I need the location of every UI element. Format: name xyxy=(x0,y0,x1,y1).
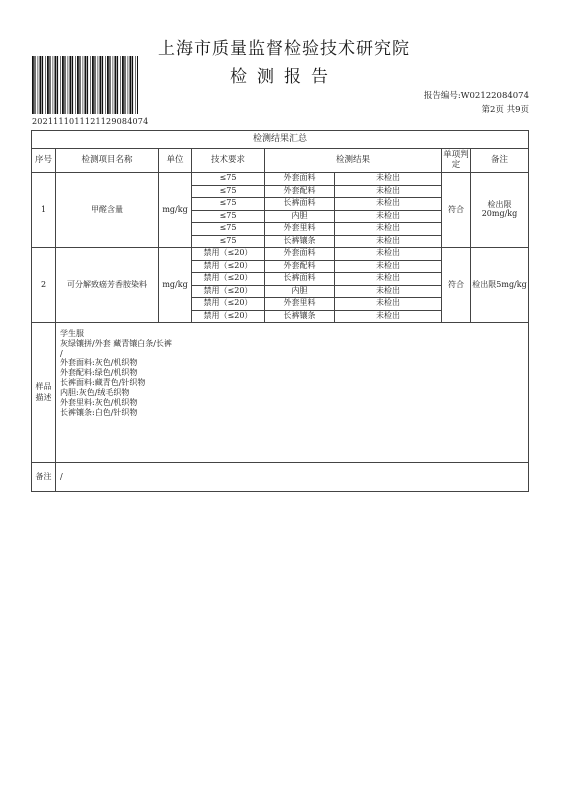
test-result: 未检出 xyxy=(335,173,442,186)
item-name: 甲醛含量 xyxy=(56,173,159,248)
item-remark: 检出限20mg/kg xyxy=(471,173,529,248)
col-header: 单项判定 xyxy=(442,149,471,173)
sample-line: / xyxy=(60,348,63,358)
tech-requirement: ≤75 xyxy=(192,235,265,248)
sample-line: 外套里料:灰色/机织物 xyxy=(60,397,138,407)
col-header: 备注 xyxy=(471,149,529,173)
table-caption: 检测结果汇总 xyxy=(32,131,529,149)
barcode xyxy=(32,56,138,114)
sample-line: 学生服 xyxy=(60,329,84,338)
table-row xyxy=(32,173,529,186)
doc-title: 检测报告 xyxy=(230,67,338,87)
test-part: 外套面料 xyxy=(265,248,335,261)
sample-line: 外套配料:绿色/机织物 xyxy=(60,368,138,378)
sample-line: 灰绿镶拼/外套 藏青镶白条/长裤 xyxy=(60,338,172,348)
test-result: 未检出 xyxy=(335,273,442,286)
tech-requirement: 禁用（≤20） xyxy=(192,285,265,298)
test-result: 未检出 xyxy=(335,210,442,223)
item-name: 可分解致癌芳香胺染料 xyxy=(56,248,159,323)
col-header: 序号 xyxy=(32,149,56,173)
test-part: 外套里料 xyxy=(265,298,335,311)
tech-requirement: ≤75 xyxy=(192,223,265,236)
tech-requirement: 禁用（≤20） xyxy=(192,260,265,273)
page-info: 第2页 共9页 xyxy=(481,105,529,115)
test-result: 未检出 xyxy=(335,285,442,298)
col-header: 检测结果 xyxy=(265,149,442,173)
item-judgement: 符合 xyxy=(442,173,471,248)
item-unit: mg/kg xyxy=(159,173,192,248)
table-row xyxy=(32,248,529,261)
remark-label: 备注 xyxy=(32,463,56,492)
item-no: 2 xyxy=(32,248,56,323)
tech-requirement: ≤75 xyxy=(192,210,265,223)
tech-requirement: 禁用（≤20） xyxy=(192,298,265,311)
tech-requirement: 禁用（≤20） xyxy=(192,310,265,323)
test-result: 未检出 xyxy=(335,185,442,198)
test-part: 内胆 xyxy=(265,285,335,298)
test-part: 长裤镶条 xyxy=(265,310,335,323)
test-result: 未检出 xyxy=(335,248,442,261)
tech-requirement: ≤75 xyxy=(192,173,265,186)
item-remark: 检出限5mg/kg xyxy=(471,248,529,323)
test-result: 未检出 xyxy=(335,298,442,311)
test-part: 长裤面料 xyxy=(265,198,335,211)
test-part: 长裤面料 xyxy=(265,273,335,286)
test-result: 未检出 xyxy=(335,198,442,211)
item-judgement: 符合 xyxy=(442,248,471,323)
tech-requirement: ≤75 xyxy=(192,198,265,211)
test-part: 外套面料 xyxy=(265,173,335,186)
sample-description xyxy=(56,323,529,463)
test-part: 外套配料 xyxy=(265,185,335,198)
test-result: 未检出 xyxy=(335,223,442,236)
report-number: 报告编号:W02122084074 xyxy=(423,91,529,101)
col-header: 技术要求 xyxy=(192,149,265,173)
sample-line: 长裤镶条:白色/针织物 xyxy=(60,407,138,417)
test-result: 未检出 xyxy=(335,260,442,273)
remark-value: / xyxy=(56,463,529,492)
sample-label: 样品描述 xyxy=(32,323,56,463)
item-no: 1 xyxy=(32,173,56,248)
test-result: 未检出 xyxy=(335,235,442,248)
tech-requirement: 禁用（≤20） xyxy=(192,273,265,286)
sample-line: 内胆:灰色/绒毛织物 xyxy=(60,387,130,397)
org-title: 上海市质量监督检验技术研究院 xyxy=(158,39,410,59)
tech-requirement: 禁用（≤20） xyxy=(192,248,265,261)
sample-line: 长裤面料:藏青色/针织物 xyxy=(60,378,146,388)
barcode-number: 20211110111211290840​74 xyxy=(32,117,149,126)
col-header: 单位 xyxy=(159,149,192,173)
test-part: 内胆 xyxy=(265,210,335,223)
test-result: 未检出 xyxy=(335,310,442,323)
test-part: 长裤镶条 xyxy=(265,235,335,248)
results-table xyxy=(31,130,529,492)
test-part: 外套里料 xyxy=(265,223,335,236)
sample-line: 外套面料:灰色/机织物 xyxy=(60,358,138,368)
col-header: 检测项目名称 xyxy=(56,149,159,173)
tech-requirement: ≤75 xyxy=(192,185,265,198)
item-unit: mg/kg xyxy=(159,248,192,323)
test-part: 外套配料 xyxy=(265,260,335,273)
